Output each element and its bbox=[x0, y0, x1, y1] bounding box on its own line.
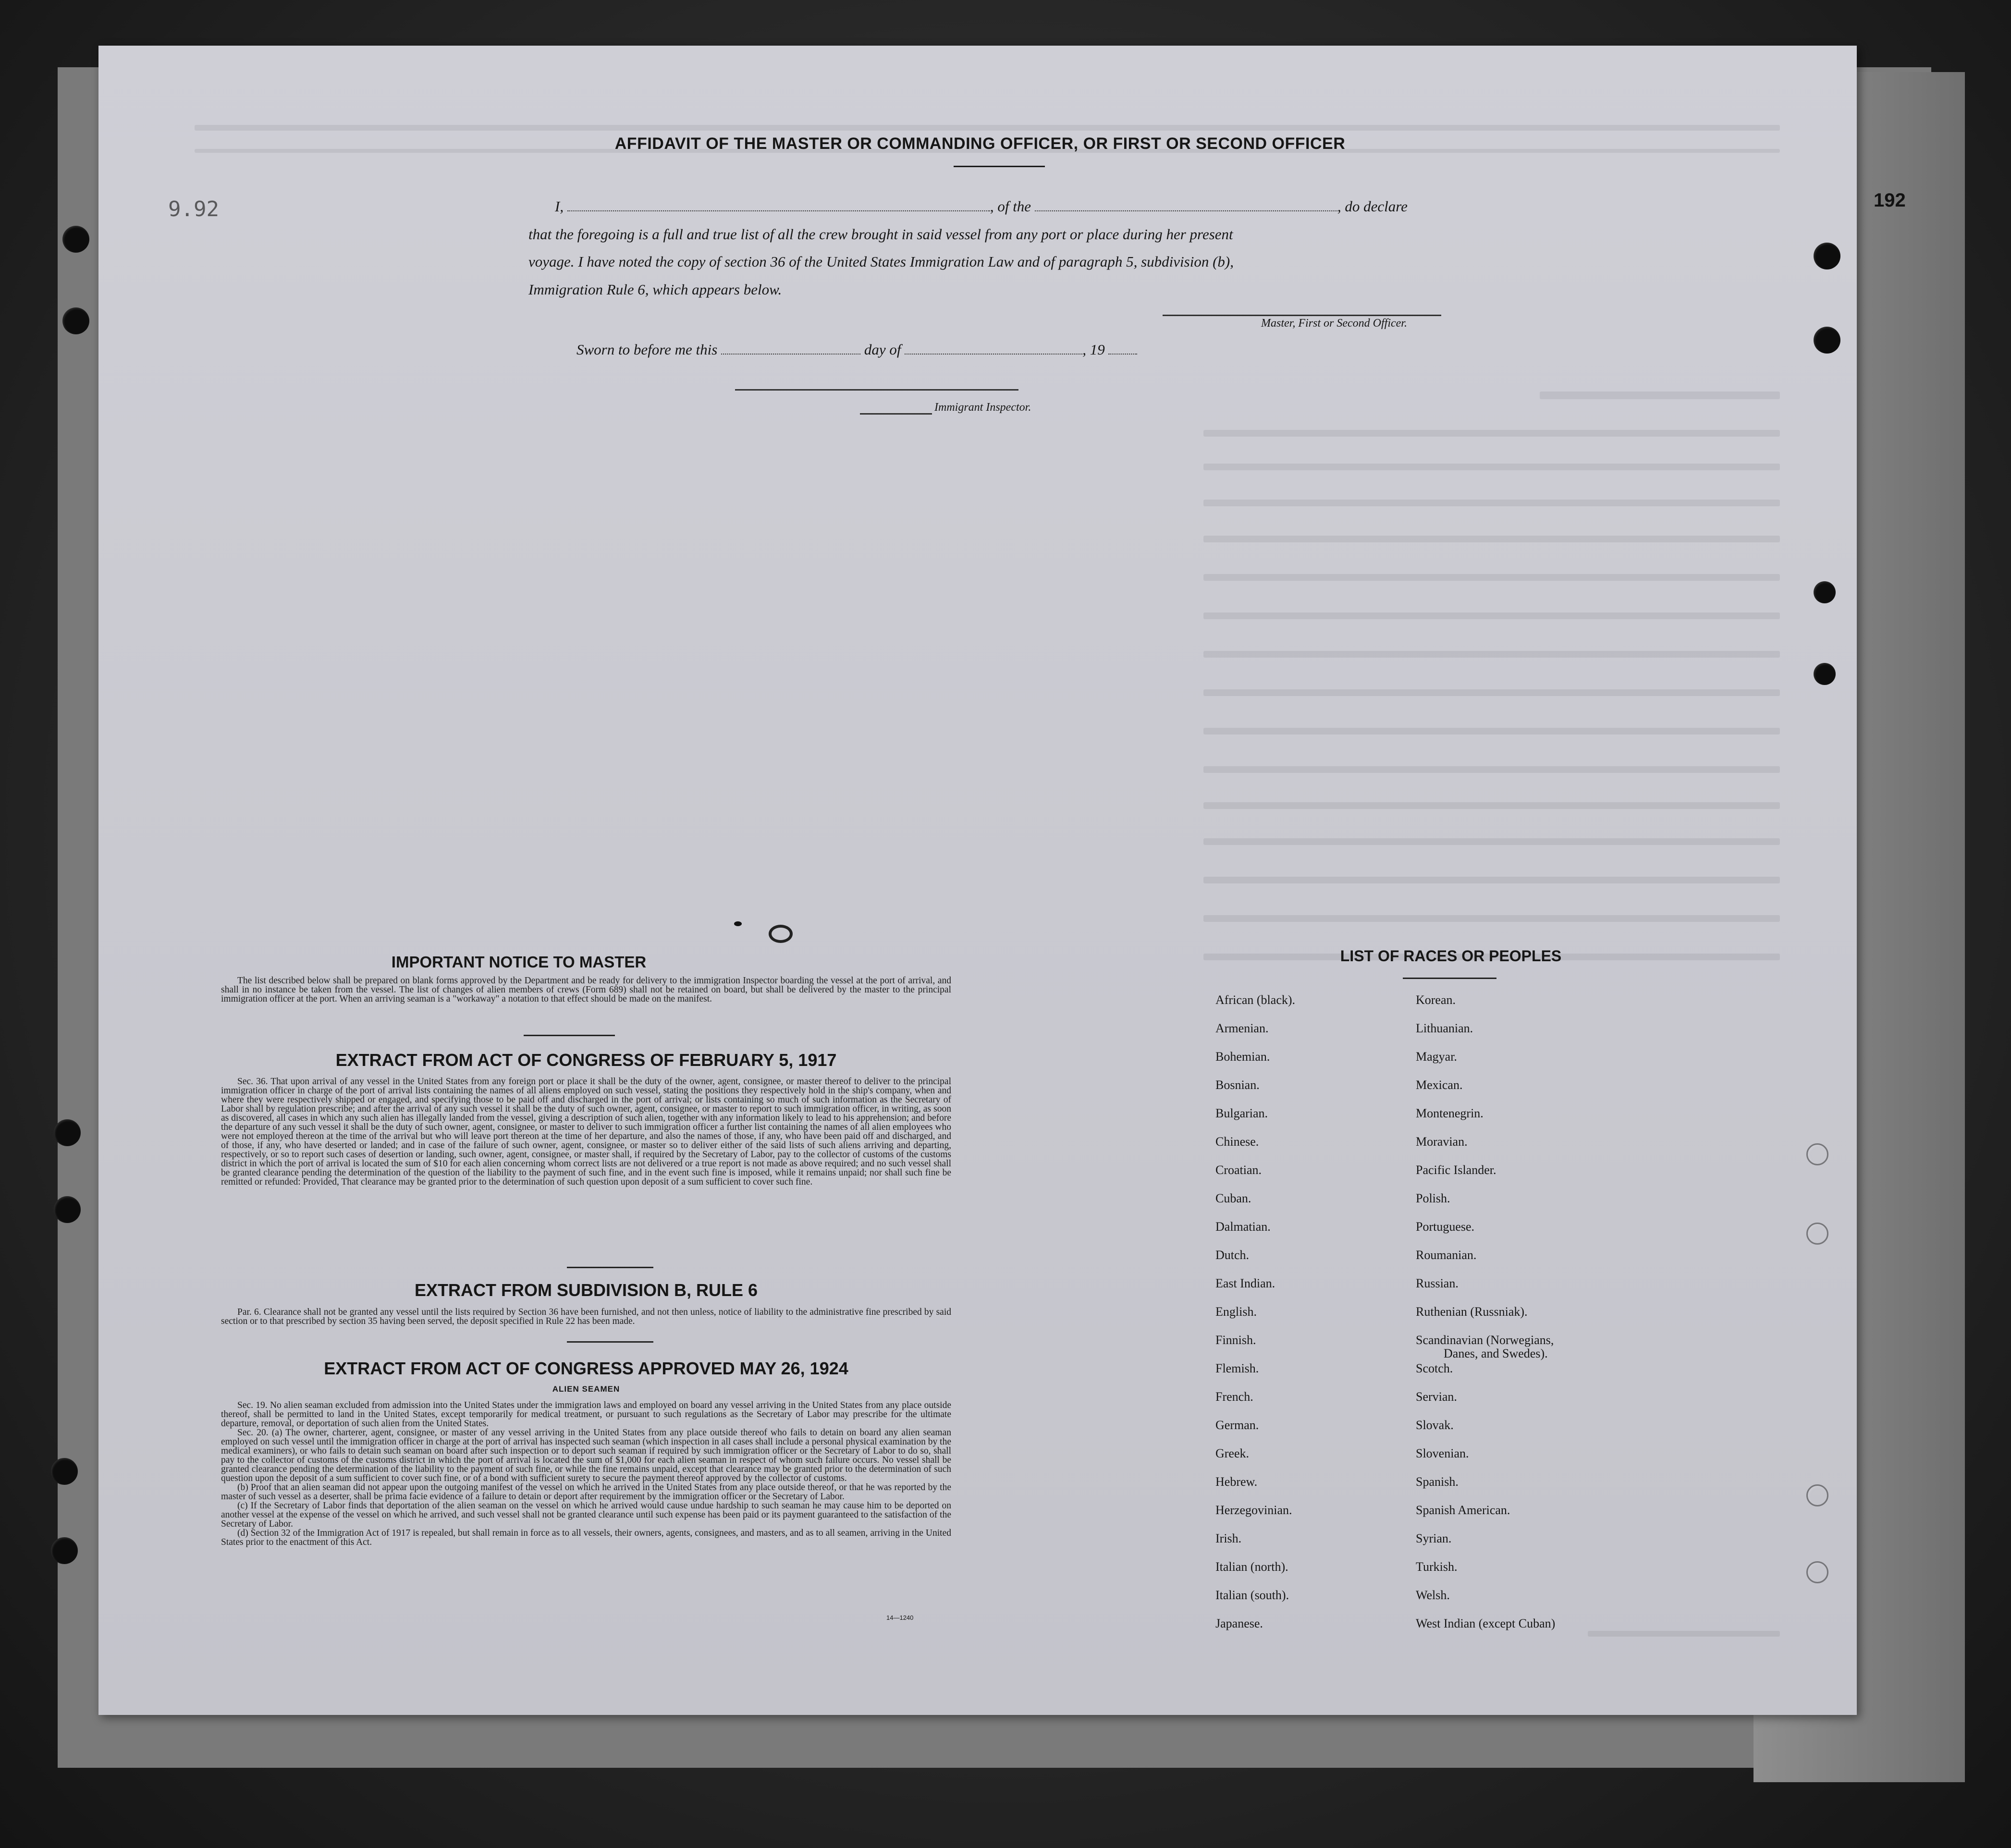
race-label: Bosnian. bbox=[1215, 1078, 1260, 1092]
extract-1924-sec20c: (c) If the Secretary of Labor finds that deportation of the alien seaman on the vessel on which he arrived would cause undue hardship to such seaman he may cause him to be deported on another vessel at the expense of the vessel on which he arrived, and such vessel shall not be granted clearance until such expense has been paid or its payment guaranteed to the satisfaction of the Secretary of Labor. bbox=[221, 1501, 951, 1529]
race-item bbox=[1215, 1362, 1295, 1390]
sworn-year-prefix: , 19 bbox=[1082, 341, 1105, 358]
extract-1924-sec20a: Sec. 20. (a) The owner, charterer, agent, consignee, or master of any vessel arriving in the United States from any place outside thereof who fails to detain on board any alien seaman employed on such vessel until the immigration officer in charge at the port of arrival has inspected such seaman (which inspection in all cases shall include a personal physical examination by the medical examiners), or who fails to detain such seaman on board after such inspection or to deport such seaman if required by such immigration officer or the Secretary of Labor to do so, shall pay to the collector of customs of the customs district in which the port of arrival is located the sum of $1,000 for each alien seaman in respect of whom such failure occurs. No vessel shall be granted clearance pending the determination of the liability to the payment of such fine, or while the fine remains unpaid, except that clearance may be granted prior to the determination of such question upon the deposit of a sum sufficient to cover such fine, or of a bond with sufficient surety to secure the payment thereof approved by the collector of customs. bbox=[221, 1428, 951, 1483]
race-label: Polish. bbox=[1416, 1191, 1450, 1205]
extract-1924-sec20b: (b) Proof that an alien seaman did not appear upon the outgoing manifest of the vessel on which he arrived in the United States from any place outside thereof, or that he was reported by the master of such vessel as a deserter, shall be prima facie evidence of a failure to detain or deport after requirement by the immigration officer or the Secretary of Labor. bbox=[221, 1482, 951, 1502]
binder-hole-faint bbox=[1806, 1561, 1828, 1583]
affidavit-line-3: voyage. I have noted the copy of section 36 of the United States Immigration Law and of paragraph 5, subdivision (b), bbox=[528, 253, 1234, 270]
race-item bbox=[1416, 1135, 1555, 1163]
race-item bbox=[1416, 1107, 1555, 1135]
affidavit-i: I, bbox=[555, 198, 564, 215]
extract-rule6-paragraph: Par. 6. Clearance shall not be granted any vessel until the lists required by Section 36 have been furnished, and not then unless, notice of liability to the administrative fine prescribed by said section or to that prescribed by section 35 having been served, the deposit specified in Rule 22 has been made. bbox=[221, 1307, 951, 1326]
race-label: Bulgarian. bbox=[1215, 1106, 1268, 1120]
race-item bbox=[1215, 1107, 1295, 1135]
ink-smudge bbox=[734, 921, 742, 926]
race-item bbox=[1416, 993, 1555, 1022]
master-signature-line[interactable] bbox=[1163, 315, 1441, 316]
race-label: German. bbox=[1215, 1418, 1259, 1432]
race-item bbox=[1416, 1532, 1555, 1560]
race-item bbox=[1215, 993, 1295, 1022]
notice-paragraph: The list described below shall be prepared on blank forms approved by the Department and be ready for delivery to the immigration Inspector boarding the vessel at the port of arrival, and shall in no instance be taken from the vessel. The list of changes of alien members of crews (Form 689) shall not be retained on board, but shall be delivered by the master to the principal immigration officer at the port. When an arriving seaman is a "workaway" a notation to that effect should be made on the manifest. bbox=[221, 976, 951, 1004]
race-item bbox=[1215, 1447, 1295, 1475]
race-label: Armenian. bbox=[1215, 1021, 1269, 1035]
binder-hole bbox=[51, 1537, 78, 1564]
races-right-column bbox=[1416, 993, 1555, 1645]
binder-hole bbox=[1814, 663, 1836, 685]
race-item bbox=[1416, 1362, 1555, 1390]
race-label: Korean. bbox=[1416, 993, 1456, 1007]
race-label: Dalmatian. bbox=[1215, 1220, 1271, 1234]
race-label: Irish. bbox=[1215, 1531, 1242, 1545]
extract-rule6-rule bbox=[567, 1341, 653, 1343]
binder-hole bbox=[54, 1196, 81, 1223]
race-item bbox=[1215, 1334, 1295, 1362]
races-title-rule bbox=[1403, 978, 1496, 979]
sworn-line bbox=[576, 341, 1137, 358]
race-label-continuation: Danes, and Swedes). bbox=[1444, 1346, 1548, 1360]
race-label: Moravian. bbox=[1416, 1135, 1468, 1149]
race-item bbox=[1215, 1475, 1295, 1504]
binder-hole bbox=[1814, 327, 1840, 354]
race-label: French. bbox=[1215, 1390, 1253, 1404]
races-title: LIST OF RACES OR PEOPLES bbox=[1340, 947, 1562, 965]
race-label: Hebrew. bbox=[1215, 1475, 1258, 1489]
race-label: Servian. bbox=[1416, 1390, 1457, 1404]
race-item bbox=[1215, 1022, 1295, 1050]
race-item bbox=[1416, 1163, 1555, 1192]
notice-text bbox=[221, 976, 951, 1004]
race-item bbox=[1416, 1475, 1555, 1504]
race-label: Russian. bbox=[1416, 1276, 1459, 1290]
race-label: Greek. bbox=[1215, 1446, 1250, 1460]
race-item bbox=[1416, 1248, 1555, 1277]
race-label: Flemish. bbox=[1215, 1361, 1259, 1375]
extract-1924-sec19: Sec. 19. No alien seaman excluded from admission into the United States under the immigration laws and employed on board any vessel arriving in the United States from any place outside thereof, shall be permitted to land in the United States, except temporarily for medical treatment, or pursuant to such regulations as the Secretary of Labor may prescribe for the ultimate departure, removal, or deportation of such alien from the United States. bbox=[221, 1400, 951, 1429]
binder-hole-faint bbox=[1806, 1223, 1828, 1245]
race-item bbox=[1215, 1220, 1295, 1248]
extract-1917-title: EXTRACT FROM ACT OF CONGRESS OF FEBRUARY 5, 1917 bbox=[335, 1050, 837, 1070]
race-label: Magyar. bbox=[1416, 1050, 1457, 1064]
race-item bbox=[1416, 1078, 1555, 1107]
race-label: Italian (north). bbox=[1215, 1560, 1288, 1574]
race-label: Chinese. bbox=[1215, 1135, 1259, 1149]
race-item bbox=[1416, 1334, 1555, 1362]
race-label: Portuguese. bbox=[1416, 1220, 1475, 1234]
binder-hole bbox=[62, 226, 89, 253]
binder-hole bbox=[1814, 581, 1836, 603]
races-left-column bbox=[1215, 993, 1295, 1645]
race-label: Syrian. bbox=[1416, 1531, 1452, 1545]
race-item bbox=[1215, 1560, 1295, 1589]
binder-hole bbox=[62, 307, 89, 334]
inspector-signature-line[interactable] bbox=[735, 389, 1018, 391]
sworn-day-field[interactable] bbox=[721, 343, 860, 355]
race-item bbox=[1215, 1617, 1295, 1645]
race-label: Pacific Islander. bbox=[1416, 1163, 1496, 1177]
inspector-signature-line-short bbox=[860, 413, 932, 415]
race-item bbox=[1215, 1305, 1295, 1334]
extract-1924-sec20d: (d) Section 32 of the Immigration Act of 1917 is repealed, but shall remain in force as to all vessels, their owners, agents, consignees, and masters, and as to all seamen, arriving in the United States prior to the enactment of this Act. bbox=[221, 1528, 951, 1547]
extract-1917-rule bbox=[567, 1267, 653, 1268]
race-label: East Indian. bbox=[1215, 1276, 1275, 1290]
race-label: Ruthenian (Russniak). bbox=[1416, 1305, 1528, 1319]
affidavit-title: AFFIDAVIT OF THE MASTER OR COMMANDING OFFICER, OR FIRST OR SECOND OFFICER bbox=[614, 135, 1346, 153]
race-label: Slovenian. bbox=[1416, 1446, 1469, 1460]
binder-hole-faint bbox=[1806, 1484, 1828, 1506]
affidavit-line-1 bbox=[555, 198, 1408, 215]
race-label: Montenegrin. bbox=[1416, 1106, 1484, 1120]
race-item bbox=[1416, 1022, 1555, 1050]
sworn-day-of: day of bbox=[864, 341, 901, 358]
binder-hole bbox=[51, 1458, 78, 1485]
race-label: Slovak. bbox=[1416, 1418, 1454, 1432]
binder-hole-faint bbox=[1806, 1143, 1828, 1165]
race-item bbox=[1215, 1135, 1295, 1163]
race-label: Welsh. bbox=[1416, 1588, 1450, 1602]
inspector-signature-caption: Immigrant Inspector. bbox=[934, 401, 1031, 414]
race-item bbox=[1416, 1447, 1555, 1475]
race-item bbox=[1416, 1419, 1555, 1447]
binder-hole bbox=[1814, 243, 1840, 269]
extract-rule6-text bbox=[221, 1308, 951, 1326]
race-item bbox=[1215, 1532, 1295, 1560]
notice-title: IMPORTANT NOTICE TO MASTER bbox=[391, 953, 647, 971]
race-label: Spanish. bbox=[1416, 1475, 1459, 1489]
extract-rule6-title: EXTRACT FROM SUBDIVISION B, RULE 6 bbox=[414, 1280, 758, 1300]
race-item bbox=[1416, 1220, 1555, 1248]
binder-hole bbox=[54, 1119, 81, 1146]
race-label: Spanish American. bbox=[1416, 1503, 1510, 1517]
race-label: Lithuanian. bbox=[1416, 1021, 1473, 1035]
race-label: Finnish. bbox=[1215, 1333, 1256, 1347]
sworn-year-field[interactable] bbox=[1108, 343, 1137, 355]
race-item bbox=[1416, 1390, 1555, 1419]
race-item bbox=[1416, 1589, 1555, 1617]
race-item bbox=[1215, 1589, 1295, 1617]
vessel-name-field[interactable] bbox=[1035, 200, 1337, 211]
race-label: Italian (south). bbox=[1215, 1588, 1289, 1602]
master-name-field[interactable] bbox=[567, 200, 990, 211]
race-item bbox=[1215, 1277, 1295, 1305]
race-item bbox=[1416, 1560, 1555, 1589]
sworn-month-field[interactable] bbox=[905, 343, 1082, 355]
form-code: 14—1240 bbox=[886, 1614, 914, 1621]
race-item bbox=[1416, 1617, 1555, 1645]
affidavit-do-declare: , do declare bbox=[1337, 198, 1408, 215]
alien-seamen-subhead: ALIEN SEAMEN bbox=[552, 1384, 620, 1394]
race-item bbox=[1215, 1504, 1295, 1532]
race-item bbox=[1215, 1248, 1295, 1277]
race-label: Dutch. bbox=[1215, 1248, 1250, 1262]
affidavit-line-4: Immigration Rule 6, which appears below. bbox=[528, 281, 782, 298]
extract-1917-paragraph: Sec. 36. That upon arrival of any vessel in the United States from any foreign port or place it shall be the duty of the owner, agent, consignee, or master thereof to deliver to the principal immigration officer in charge of the port of arrival lists containing the names of all aliens employed on such vessel, stating the positions they respectively hold in the ship's company, when and where they were respectively shipped or engaged, and specifying those to be paid off and discharged in the port of arrival; or lists containing so much of such information as the Secretary of Labor shall by regulation prescribe; and after the arrival of any such vessel it shall be the duty of such owner, agent, consignee, or master to report to such immigration officer, in writing, as soon as discovered, all cases in which any such alien has illegally landed from the vessel, giving a description of such alien, together with any information likely to lead to his apprehension; and before the departure of any such vessel it shall be the duty of such owner, agent, consignee, or master to deliver to such immigration officer a further list containing the names of all alien employees who were not employed thereon at the time of the arrival but who will leave port thereon at the time of her departure, and also the names of those, if any, who have been paid off and discharged, and of those, if any, who have deserted or landed; and in case of the failure of such owner, agent, consignee, or master so to deliver either of the said lists of such aliens arriving and departing, respectively, or so to report such cases of desertion or landing, such owner, agent, consignee, or master shall, if required by the Secretary of Labor, pay to the collector of customs of the customs district in which the port of arrival is located the sum of $10 for each alien concerning whom correct lists are not delivered or a true report is not made as above required; and no such vessel shall be granted clearance pending the determination of the question of the liability to the payment of such fine, and in the event such fine is imposed, while it remains unpaid; nor shall such fine be remitted or refunded: Provided, That clearance may be granted prior to the determination of such question upon deposit of a sum sufficient to cover such fine. bbox=[221, 1077, 951, 1187]
race-item bbox=[1416, 1305, 1555, 1334]
race-item bbox=[1416, 1192, 1555, 1220]
race-label: English. bbox=[1215, 1305, 1257, 1319]
race-label: Scotch. bbox=[1416, 1361, 1453, 1375]
race-item bbox=[1215, 1419, 1295, 1447]
race-label: Turkish. bbox=[1416, 1560, 1458, 1574]
race-label: Scandinavian (Norwegians, bbox=[1416, 1333, 1554, 1347]
race-label: Bohemian. bbox=[1215, 1050, 1270, 1064]
race-label: African (black). bbox=[1215, 993, 1296, 1007]
affidavit-of-the: , of the bbox=[990, 198, 1031, 215]
race-item bbox=[1416, 1277, 1555, 1305]
notice-rule bbox=[524, 1035, 615, 1036]
corner-mark: 9.92 bbox=[168, 197, 219, 221]
sworn-prefix: Sworn to before me this bbox=[576, 341, 718, 358]
race-item bbox=[1215, 1050, 1295, 1078]
race-label: Herzegovinian. bbox=[1215, 1503, 1292, 1517]
affidavit-title-rule bbox=[954, 166, 1045, 167]
extract-1924-text bbox=[221, 1401, 951, 1547]
race-label: Croatian. bbox=[1215, 1163, 1262, 1177]
extract-1924-title: EXTRACT FROM ACT OF CONGRESS APPROVED MAY 26, 1924 bbox=[324, 1358, 848, 1378]
race-item bbox=[1215, 1192, 1295, 1220]
race-item bbox=[1416, 1050, 1555, 1078]
page-number: 192 bbox=[1874, 190, 1906, 211]
race-item bbox=[1215, 1390, 1295, 1419]
race-item bbox=[1416, 1504, 1555, 1532]
race-label: Japanese. bbox=[1215, 1616, 1263, 1630]
race-label: Roumanian. bbox=[1416, 1248, 1477, 1262]
race-item bbox=[1215, 1163, 1295, 1192]
affidavit-line-2: that the foregoing is a full and true list of all the crew brought in said vessel from any port or place during her present bbox=[528, 226, 1233, 243]
race-label: Mexican. bbox=[1416, 1078, 1463, 1092]
race-label: West Indian (except Cuban) bbox=[1416, 1616, 1556, 1630]
extract-1917-text bbox=[221, 1077, 951, 1187]
race-label: Cuban. bbox=[1215, 1191, 1251, 1205]
master-signature-caption: Master, First or Second Officer. bbox=[1261, 317, 1407, 330]
race-item bbox=[1215, 1078, 1295, 1107]
ink-smudge bbox=[769, 925, 793, 943]
